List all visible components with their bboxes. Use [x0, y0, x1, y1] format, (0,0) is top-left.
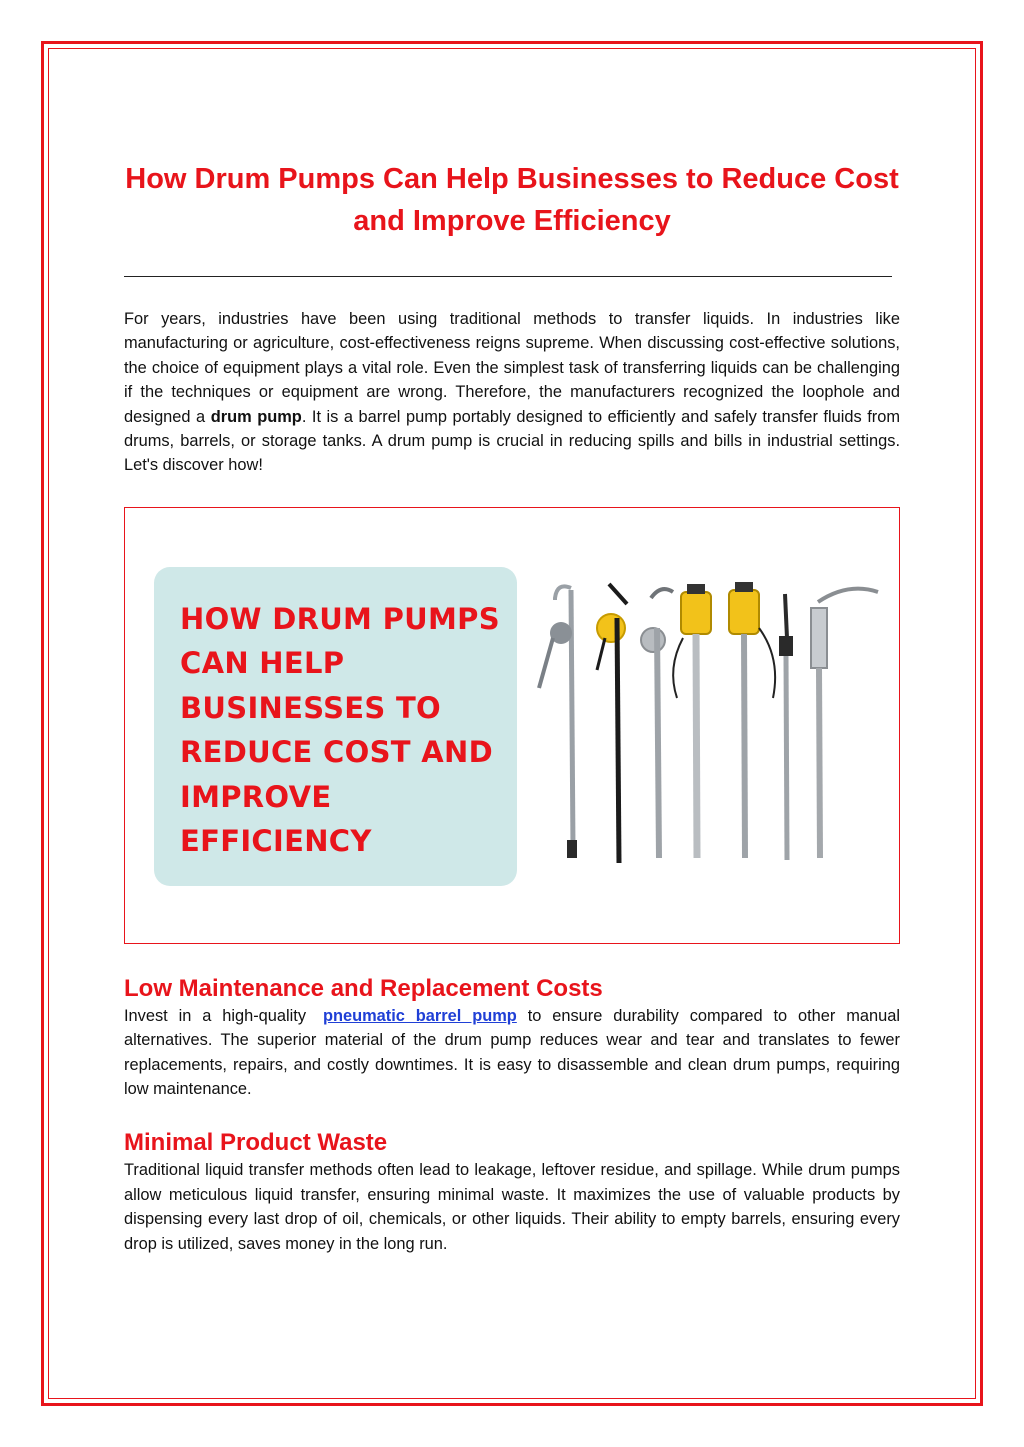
- section-heading-waste: Minimal Product Waste: [124, 1129, 388, 1157]
- intro-bold-term: drum pump: [210, 407, 302, 426]
- title-divider: [124, 276, 892, 277]
- maintenance-text-1: Invest in a high-quality: [124, 1006, 317, 1025]
- maintenance-text-2: to ensure durability compared to other manual alternatives. The superior material of the drum pump reduces wear and tear and translates to fewer replacements, repairs, and costly downtimes. It is easy to disassemble and clean drum pumps, requiring low maintenance.: [124, 1006, 900, 1099]
- yellow-rotary-pump-icon: [597, 584, 627, 863]
- section-paragraph-waste: Traditional liquid transfer methods often lead to leakage, leftover residue, and spillage. While drum pumps allow meticulous liquid transfer, ensuring minimal waste. It maximizes the use of valuable products by dispensing every last drop of oil, chemicals, or other liquids. Their ability to empty barrels, ensuring every drop is utilized, saves money in the long run.: [124, 1161, 900, 1253]
- electric-pump-2-icon: [729, 582, 775, 858]
- intro-text-1: For years, industries have been using traditional methods to transfer liquids. In industries like manufacturing or agriculture, cost-effectiveness reigns supreme. When discussing cost-effective solutions, the choice of equipment plays a vital role. Even the simplest task of transferring liquids can be challenging if the techniques or equipment are wrong. Therefore, the manufacturers recognized the loophole and designed a: [124, 310, 900, 426]
- article-title: How Drum Pumps Can Help Businesses to Reduce Cost and Improve Efficiency: [125, 163, 899, 237]
- hero-heading: HOW DRUM PUMPS CAN HELP BUSINESSES TO REDUCE COST AND IMPROVE EFFICIENCY: [180, 601, 500, 859]
- steel-rotary-pump-icon: [641, 589, 673, 858]
- hero-image: [124, 507, 900, 944]
- crank-pump-icon: [539, 586, 577, 858]
- hero-text-card: [154, 567, 517, 886]
- pneumatic-barrel-pump-link[interactable]: pneumatic barrel pump: [322, 1006, 517, 1025]
- electric-pump-icon: [673, 584, 711, 858]
- drum-pumps-illustration: [533, 578, 903, 878]
- intro-text-2: . It is a barrel pump portably designed to efficiently and safely transfer fluids from drums, barrels, or storage tanks. A drum pump is crucial in reducing spills and bills in industrial settings. Let's discover how!: [124, 407, 901, 475]
- piston-pump-icon: [811, 589, 878, 858]
- lever-pump-icon: [779, 594, 793, 860]
- section-heading-maintenance: Low Maintenance and Replacement Costs: [124, 974, 603, 1002]
- article: [124, 158, 900, 1256]
- intro-paragraph: [124, 307, 900, 478]
- section-paragraph-maintenance: [124, 1004, 900, 1102]
